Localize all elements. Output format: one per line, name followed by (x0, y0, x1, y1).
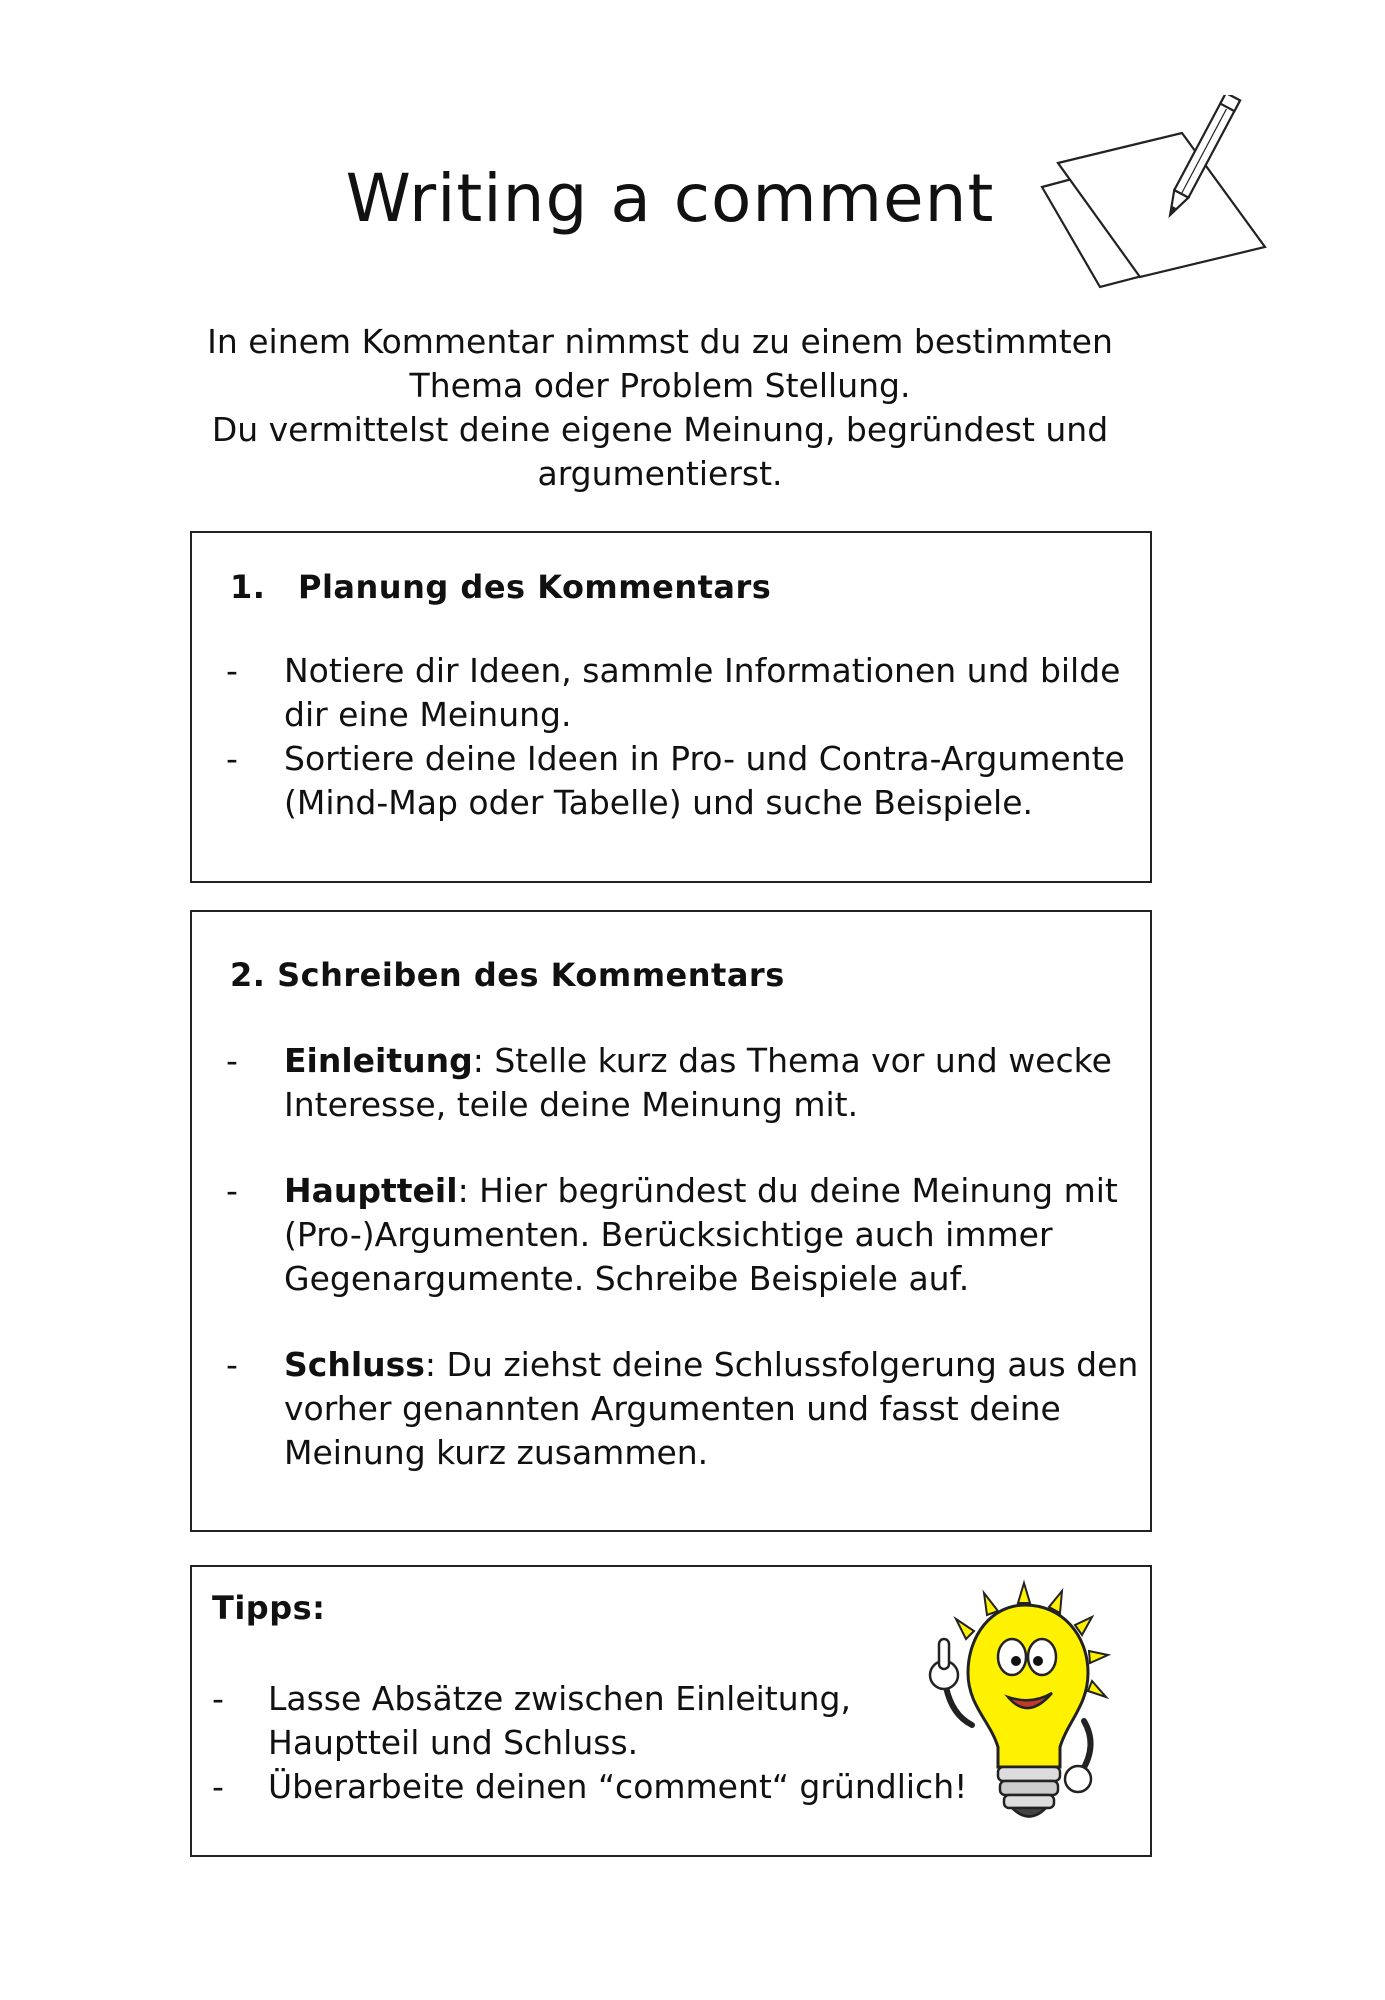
list-marker: - (212, 1767, 224, 1806)
page-title: Writing a comment (345, 160, 995, 237)
planning-list (226, 649, 1126, 825)
planning-number: 1. (230, 568, 266, 606)
list-item-term: Schluss (284, 1345, 425, 1384)
list-item-text: Sortiere deine Ideen in Pro- und Contra-Argumente (Mind-Map oder Tabelle) und suche Beispiele. (284, 739, 1125, 822)
writing-list (226, 1039, 1141, 1517)
list-marker: - (226, 739, 238, 778)
list-item-text: Überarbeite deinen “comment“ gründlich! (268, 1767, 968, 1806)
planning-heading (230, 568, 771, 606)
list-marker: - (226, 1041, 238, 1080)
list-item (226, 737, 1126, 825)
list-item-term: Hauptteil (284, 1171, 458, 1210)
list-item-text: Notiere dir Ideen, sammle Informationen und bilde dir eine Meinung. (284, 651, 1121, 734)
intro-line: In einem Kommentar nimmst du zu einem bestimmten (207, 322, 1113, 361)
list-item (226, 649, 1126, 737)
list-item (226, 1039, 1141, 1127)
list-marker: - (226, 651, 238, 690)
lightbulb-mascot-icon (912, 1575, 1112, 1833)
list-marker: - (212, 1679, 224, 1718)
list-item-text: : Du ziehst deine Schlussfolgerung aus den vorher genannten Argumenten und fasst deine Meinung kurz zusammen. (284, 1345, 1139, 1472)
writing-box (190, 910, 1152, 1532)
planning-heading-text: Planung des Kommentars (298, 568, 772, 606)
intro-line: Du vermittelst deine eigene Meinung, begründest und (211, 410, 1109, 449)
intro-line: argumentierst. (537, 454, 783, 493)
list-item-text: : Stelle kurz das Thema vor und wecke Interesse, teile deine Meinung mit. (284, 1041, 1112, 1124)
list-marker: - (226, 1171, 238, 1210)
tips-list (212, 1677, 972, 1809)
intro-text (160, 320, 1160, 496)
list-item (226, 1343, 1141, 1475)
intro-line: Thema oder Problem Stellung. (409, 366, 911, 405)
paper-and-pencil-icon (1040, 95, 1280, 300)
list-item-term: Einleitung (284, 1041, 473, 1080)
list-marker: - (226, 1345, 238, 1384)
list-item (212, 1765, 972, 1809)
list-item-text: Lasse Absätze zwischen Einleitung, Hauptteil und Schluss. (268, 1679, 851, 1762)
planning-box (190, 531, 1152, 883)
tips-heading: Tipps: (212, 1589, 326, 1627)
list-item (212, 1677, 972, 1765)
tips-box (190, 1565, 1152, 1857)
list-item (226, 1169, 1141, 1301)
writing-heading: 2. Schreiben des Kommentars (230, 956, 785, 994)
list-item-text: : Hier begründest du deine Meinung mit (Pro-)Argumenten. Berücksichtige auch immer Gegenargumente. Schreibe Beispiele auf. (284, 1171, 1118, 1298)
